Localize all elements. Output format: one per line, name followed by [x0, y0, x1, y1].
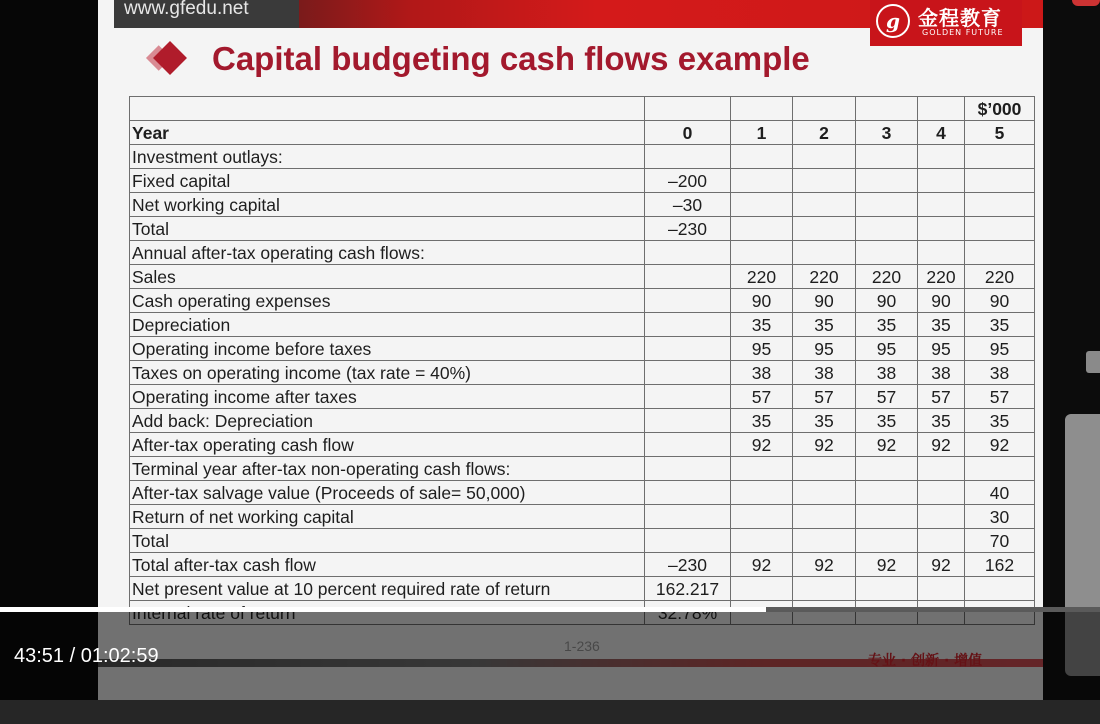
table-cell: 35 — [965, 409, 1035, 433]
table-cell — [793, 505, 856, 529]
table-cell — [965, 217, 1035, 241]
table-cell — [645, 409, 731, 433]
table-cell — [645, 289, 731, 313]
corner-badge — [1072, 0, 1100, 6]
table-cell — [965, 169, 1035, 193]
time-separator: / — [69, 645, 76, 667]
table-cell: 95 — [918, 337, 965, 361]
table-cell — [793, 97, 856, 121]
table-cell — [793, 169, 856, 193]
row-label: Net present value at 10 percent required rate of return — [130, 577, 645, 601]
table-cell — [645, 97, 731, 121]
table-cell: 35 — [731, 313, 793, 337]
table-cell — [856, 169, 918, 193]
table-cell — [918, 457, 965, 481]
year-header-cell: 0 — [645, 121, 731, 145]
year-header-cell: 3 — [856, 121, 918, 145]
unit-label: $’000 — [965, 97, 1035, 121]
table-cell — [731, 241, 793, 265]
table-cell — [645, 385, 731, 409]
table-row — [130, 265, 1035, 289]
table-cell — [965, 457, 1035, 481]
row-label: Sales — [130, 265, 645, 289]
table-cell: 35 — [856, 313, 918, 337]
table-cell: 90 — [793, 289, 856, 313]
table-cell: 57 — [793, 385, 856, 409]
table-cell — [793, 193, 856, 217]
table-cell: –200 — [645, 169, 731, 193]
table-cell: –230 — [645, 217, 731, 241]
table-cell: 92 — [965, 433, 1035, 457]
table-cell: 95 — [731, 337, 793, 361]
table-row — [130, 481, 1035, 505]
table-cell: 90 — [856, 289, 918, 313]
brand-name-cn: 金程教育 — [918, 6, 1002, 30]
year-header-cell: 1 — [731, 121, 793, 145]
unit-row — [130, 97, 1035, 121]
table-cell: 57 — [918, 385, 965, 409]
row-label: Depreciation — [130, 313, 645, 337]
table-cell — [645, 313, 731, 337]
row-label: Total — [130, 217, 645, 241]
table-cell: 57 — [731, 385, 793, 409]
table-cell — [918, 169, 965, 193]
table-cell — [731, 481, 793, 505]
table-row — [130, 505, 1035, 529]
table-cell: 162 — [965, 553, 1035, 577]
table-cell: 92 — [856, 433, 918, 457]
table-cell: 38 — [731, 361, 793, 385]
table-cell — [965, 241, 1035, 265]
table-cell — [793, 241, 856, 265]
table-cell — [918, 217, 965, 241]
table-row — [130, 409, 1035, 433]
table-cell: 92 — [918, 553, 965, 577]
table-cell — [731, 145, 793, 169]
table-cell: 220 — [965, 265, 1035, 289]
table-cell — [130, 97, 645, 121]
table-cell: 92 — [856, 553, 918, 577]
row-label: Total — [130, 529, 645, 553]
total-duration: 01:02:59 — [80, 645, 159, 667]
table-cell: 57 — [965, 385, 1035, 409]
table-cell — [793, 457, 856, 481]
row-label: Total after-tax cash flow — [130, 553, 645, 577]
table-row — [130, 337, 1035, 361]
current-time: 43:51 — [14, 645, 65, 667]
table-cell — [645, 145, 731, 169]
table-cell — [731, 169, 793, 193]
row-label: Return of net working capital — [130, 505, 645, 529]
video-progress-bar[interactable] — [0, 607, 1100, 612]
table-cell — [918, 505, 965, 529]
table-cell: 92 — [793, 433, 856, 457]
table-cell: –30 — [645, 193, 731, 217]
table-cell: 57 — [856, 385, 918, 409]
table-cell — [918, 145, 965, 169]
table-cell: 38 — [793, 361, 856, 385]
table-cell — [731, 193, 793, 217]
table-cell — [645, 529, 731, 553]
table-row — [130, 553, 1035, 577]
table-cell: 220 — [918, 265, 965, 289]
year-header-cell: 5 — [965, 121, 1035, 145]
table-cell: 35 — [793, 313, 856, 337]
table-cell: 40 — [965, 481, 1035, 505]
video-control-bar — [0, 607, 1100, 700]
table-cell — [645, 433, 731, 457]
table-row — [130, 577, 1035, 601]
table-cell — [731, 577, 793, 601]
table-cell — [856, 457, 918, 481]
table-cell: 220 — [856, 265, 918, 289]
row-label: Cash operating expenses — [130, 289, 645, 313]
table-row — [130, 433, 1035, 457]
table-cell — [856, 193, 918, 217]
table-cell: 35 — [918, 313, 965, 337]
table-cell — [793, 577, 856, 601]
table-cell — [918, 97, 965, 121]
table-cell: 162.217 — [645, 577, 731, 601]
table-cell: 90 — [965, 289, 1035, 313]
slide-canvas — [98, 0, 1043, 700]
brand-logo — [870, 0, 1022, 46]
row-label: Add back: Depreciation — [130, 409, 645, 433]
table-cell — [918, 529, 965, 553]
table-cell: 35 — [918, 409, 965, 433]
table-cell: 95 — [965, 337, 1035, 361]
table-cell — [965, 577, 1035, 601]
site-url: www.gfedu.net — [114, 0, 299, 28]
table-cell: 38 — [856, 361, 918, 385]
table-cell: 92 — [731, 433, 793, 457]
table-cell — [645, 265, 731, 289]
table-cell: 92 — [918, 433, 965, 457]
table-cell — [645, 337, 731, 361]
row-label: Net working capital — [130, 193, 645, 217]
table-cell — [918, 577, 965, 601]
table-cell — [856, 481, 918, 505]
video-time-display — [14, 645, 159, 668]
year-header-cell: 2 — [793, 121, 856, 145]
table-cell: 70 — [965, 529, 1035, 553]
table-cell — [856, 97, 918, 121]
brand-name-en: GOLDEN FUTURE — [922, 28, 1004, 37]
table-cell — [856, 529, 918, 553]
table-row — [130, 217, 1035, 241]
table-cell — [793, 217, 856, 241]
brand-emblem-icon: g — [876, 4, 910, 38]
table-cell: 30 — [965, 505, 1035, 529]
video-progress-fill — [0, 607, 766, 612]
table-cell — [856, 217, 918, 241]
table-row — [130, 385, 1035, 409]
table-row — [130, 361, 1035, 385]
table-cell: 92 — [731, 553, 793, 577]
table-cell — [645, 457, 731, 481]
table-cell: 90 — [918, 289, 965, 313]
bottom-strip — [0, 700, 1100, 724]
table-row — [130, 145, 1035, 169]
row-label: Operating income before taxes — [130, 337, 645, 361]
row-label: Investment outlays: — [130, 145, 645, 169]
row-label: Terminal year after-tax non-operating cash flows: — [130, 457, 645, 481]
cash-flow-table — [129, 96, 1035, 625]
table-cell — [645, 505, 731, 529]
table-cell: 90 — [731, 289, 793, 313]
table-cell — [856, 577, 918, 601]
table-cell — [856, 505, 918, 529]
table-row — [130, 193, 1035, 217]
year-header-cell: 4 — [918, 121, 965, 145]
table-cell: 92 — [793, 553, 856, 577]
table-cell — [793, 481, 856, 505]
table-row — [130, 289, 1035, 313]
table-cell — [965, 193, 1035, 217]
table-cell — [645, 241, 731, 265]
table-cell — [918, 481, 965, 505]
table-cell — [793, 145, 856, 169]
row-label: After-tax operating cash flow — [130, 433, 645, 457]
table-cell — [856, 145, 918, 169]
table-cell: 95 — [793, 337, 856, 361]
title-bullet-icon — [153, 41, 187, 75]
table-row — [130, 313, 1035, 337]
table-cell — [645, 361, 731, 385]
row-label: Annual after-tax operating cash flows: — [130, 241, 645, 265]
table-cell — [731, 529, 793, 553]
year-header-label: Year — [130, 121, 645, 145]
table-cell: 95 — [856, 337, 918, 361]
table-cell: –230 — [645, 553, 731, 577]
table-cell: 35 — [856, 409, 918, 433]
table-row — [130, 529, 1035, 553]
side-scroll-marker[interactable] — [1086, 351, 1100, 373]
table-cell: 220 — [793, 265, 856, 289]
table-cell: 35 — [793, 409, 856, 433]
table-cell — [856, 241, 918, 265]
table-cell: 35 — [965, 313, 1035, 337]
row-label: Operating income after taxes — [130, 385, 645, 409]
slide-title: Capital budgeting cash flows example — [212, 40, 810, 77]
table-row — [130, 169, 1035, 193]
year-header-row — [130, 121, 1035, 145]
table-cell — [918, 241, 965, 265]
table-cell — [918, 193, 965, 217]
table-cell — [793, 529, 856, 553]
row-label: Fixed capital — [130, 169, 645, 193]
table-row — [130, 457, 1035, 481]
table-cell — [731, 457, 793, 481]
row-label: Taxes on operating income (tax rate = 40%) — [130, 361, 645, 385]
table-cell — [731, 217, 793, 241]
table-cell: 220 — [731, 265, 793, 289]
table-cell — [645, 481, 731, 505]
table-cell: 35 — [731, 409, 793, 433]
table-cell: 38 — [965, 361, 1035, 385]
table-cell — [731, 97, 793, 121]
table-cell — [965, 145, 1035, 169]
table-cell — [731, 505, 793, 529]
table-cell: 38 — [918, 361, 965, 385]
row-label: After-tax salvage value (Proceeds of sale= 50,000) — [130, 481, 645, 505]
table-row — [130, 241, 1035, 265]
